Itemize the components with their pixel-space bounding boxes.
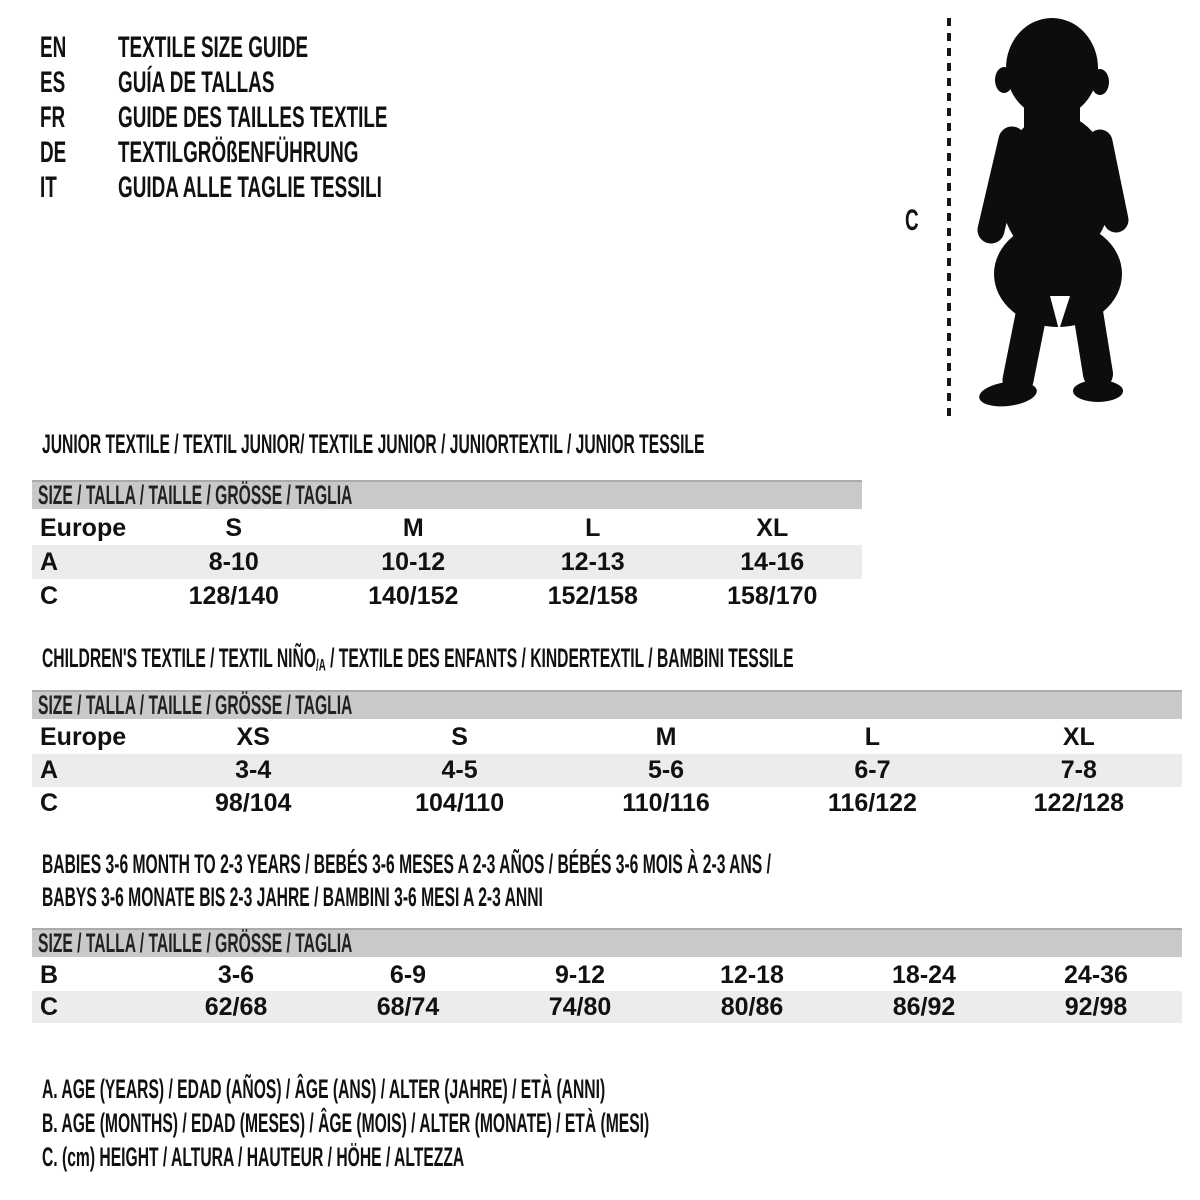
row-label: A — [40, 756, 59, 784]
table-cell: L — [864, 723, 881, 751]
lang-code-en-text: EN — [40, 30, 67, 64]
table-cell: 140/152 — [368, 581, 459, 610]
lang-row-en — [40, 30, 546, 65]
table-cell: S — [451, 723, 468, 751]
legend-line-c — [42, 1140, 1089, 1174]
size-header-label: SIZE / TALLA / TAILLE / GRÖSSE / TAGLIA — [38, 690, 353, 720]
lang-row-es — [40, 65, 546, 100]
height-measure-label — [905, 204, 927, 238]
babies-section-title-line1 — [42, 850, 1200, 878]
children-section-title — [42, 643, 1200, 675]
table-cell: 7-8 — [1060, 756, 1097, 784]
table-cell: M — [655, 723, 677, 751]
table-cell: 4-5 — [441, 756, 478, 784]
babies-size-table — [32, 928, 1182, 1023]
table-row-c — [32, 991, 1182, 1023]
table-row-a — [32, 754, 1182, 787]
table-row-a — [32, 545, 862, 579]
table-cell: 104/110 — [415, 789, 505, 817]
legend-line-b-text: B. AGE (MONTHS) / EDAD (MESES) / ÂGE (MOIS) / ALTER (MONATE) / ETÀ (MESI) — [42, 1108, 650, 1138]
table-cell: 158/170 — [727, 581, 818, 610]
table-cell: XS — [236, 723, 270, 751]
lang-code-es-text: ES — [40, 65, 66, 99]
toddler-silhouette-shape — [978, 18, 1123, 409]
children-size-table — [32, 690, 1182, 820]
row-label: Europe — [40, 723, 127, 751]
table-cell: S — [225, 513, 243, 542]
table-cell: 24-36 — [1064, 960, 1128, 989]
lang-code-fr — [40, 101, 118, 135]
legend-line-a-text: A. AGE (YEARS) / EDAD (AÑOS) / ÂGE (ANS) / ALTER (JAHRE) / ETÀ (ANNI) — [42, 1074, 606, 1104]
legend-line-b — [42, 1106, 1089, 1140]
row-label: Europe — [40, 513, 127, 542]
table-cell: 3-6 — [217, 960, 255, 989]
table-row-c — [32, 579, 862, 613]
height-measure-label-text: C — [905, 204, 919, 237]
children-title-part2: / TEXTILE DES ENFANTS / KINDERTEXTIL / BAMBINI TESSILE — [325, 643, 794, 673]
table-cell: 110/116 — [622, 789, 710, 817]
lang-title-de — [118, 136, 546, 170]
lang-code-fr-text: FR — [40, 100, 66, 134]
table-cell: 12-18 — [720, 960, 784, 989]
table-cell: 10-12 — [381, 547, 446, 576]
table-row-b — [32, 959, 1182, 991]
table-cell: 12-13 — [560, 547, 625, 576]
lang-title-it — [118, 171, 546, 205]
table-cell: 86/92 — [892, 992, 956, 1021]
row-label: C — [40, 992, 59, 1021]
table-cell: 98/104 — [214, 789, 292, 817]
table-cell: 5-6 — [647, 756, 685, 784]
table-cell: 122/128 — [1033, 789, 1125, 817]
babies-section-title-line2-text: BABYS 3-6 MONATE BIS 2-3 JAHRE / BAMBINI 3-6 MESI A 2-3 ANNI — [42, 882, 543, 912]
children-section-title-text — [42, 644, 794, 680]
junior-section-title-text: JUNIOR TEXTILE / TEXTIL JUNIOR/ TEXTILE JUNIOR / JUNIORTEXTIL / JUNIOR TESSILE — [42, 429, 705, 459]
lang-title-fr-text: GUIDE DES TAILLES TEXTILE — [118, 100, 388, 134]
legend-line-a — [42, 1072, 1089, 1106]
table-cell: 152/158 — [547, 581, 638, 610]
lang-code-de-text: DE — [40, 135, 67, 169]
lang-code-it-text: IT — [40, 170, 57, 204]
table-cell: 116/122 — [827, 789, 917, 817]
lang-row-de — [40, 135, 546, 170]
table-cell: L — [585, 513, 601, 542]
table-cell: 14-16 — [740, 547, 805, 576]
lang-row-it — [40, 170, 546, 205]
measurement-legend — [42, 1072, 1089, 1174]
row-label: C — [40, 789, 59, 817]
legend-line-c-text: C. (cm) HEIGHT / ALTURA / HAUTEUR / HÖHE / ALTEZZA — [42, 1142, 465, 1172]
table-row-c — [32, 787, 1182, 820]
table-cell: 9-12 — [554, 960, 606, 989]
children-title-part1: CHILDREN'S TEXTILE / TEXTIL NIÑO — [42, 643, 317, 673]
height-measure-dashed-line — [947, 18, 951, 418]
table-cell: XL — [1062, 723, 1095, 751]
table-cell: 128/140 — [188, 581, 279, 610]
size-header-label: SIZE / TALLA / TAILLE / GRÖSSE / TAGLIA — [38, 928, 353, 958]
lang-code-it — [40, 171, 118, 205]
size-header-bar — [32, 480, 862, 509]
size-header-label: SIZE / TALLA / TAILLE / GRÖSSE / TAGLIA — [38, 480, 353, 510]
lang-title-it-text: GUIDA ALLE TAGLIE TESSILI — [118, 170, 382, 204]
table-cell: 68/74 — [376, 992, 440, 1021]
table-cell: 3-4 — [235, 756, 272, 784]
lang-title-fr — [118, 101, 546, 135]
lang-row-fr — [40, 100, 546, 135]
lang-code-de — [40, 136, 118, 170]
table-cell: M — [402, 513, 424, 542]
lang-title-en-text: TEXTILE SIZE GUIDE — [118, 30, 309, 64]
junior-section-title — [42, 430, 1184, 458]
table-row-europe — [32, 721, 1182, 754]
babies-section-title-line2 — [42, 883, 906, 911]
table-cell: 18-24 — [892, 960, 956, 989]
children-title-subscript: /A — [316, 655, 326, 675]
babies-section-title-line1-text: BABIES 3-6 MONTH TO 2-3 YEARS / BEBÉS 3-6 MESES A 2-3 AÑOS / BÉBÉS 3-6 MOIS À 2-3 ANS / — [42, 849, 771, 879]
lang-code-es — [40, 66, 118, 100]
lang-code-en — [40, 31, 118, 65]
table-cell: XL — [756, 513, 789, 542]
table-cell: 8-10 — [208, 547, 259, 576]
language-title-list — [40, 30, 546, 205]
row-label: A — [40, 547, 59, 576]
table-cell: 6-9 — [389, 960, 427, 989]
toddler-silhouette-image — [964, 12, 1148, 418]
table-cell: 6-7 — [854, 756, 891, 784]
row-label: C — [40, 581, 59, 610]
table-cell: 62/68 — [204, 992, 268, 1021]
table-row-europe — [32, 511, 862, 545]
row-label: B — [40, 960, 59, 989]
size-header-bar — [32, 928, 1182, 957]
lang-title-en — [118, 31, 546, 65]
table-cell: 92/98 — [1064, 992, 1128, 1021]
table-cell: 80/86 — [720, 992, 784, 1021]
size-header-bar — [32, 690, 1182, 719]
lang-title-es — [118, 66, 546, 100]
lang-title-de-text: TEXTILGRÖßENFÜHRUNG — [118, 135, 359, 169]
table-cell: 74/80 — [548, 992, 612, 1021]
lang-title-es-text: GUÍA DE TALLAS — [118, 65, 275, 99]
junior-size-table — [32, 480, 862, 613]
